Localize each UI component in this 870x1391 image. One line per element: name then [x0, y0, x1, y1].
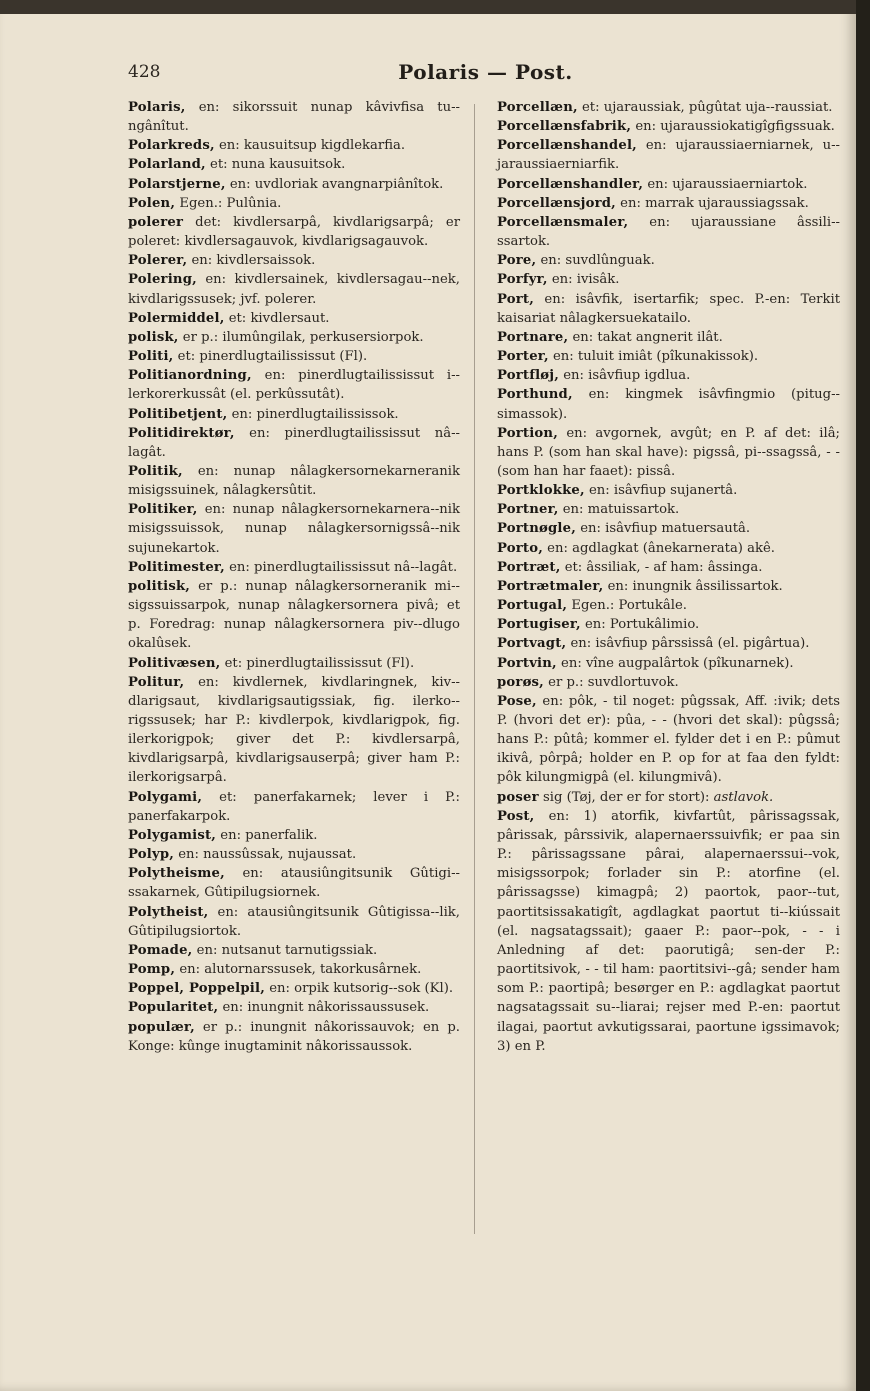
entry-definition: en: isâvfik, isertarfik; spec. P.-en: Terkit kaisariat nâlagkersuekatailo. — [497, 291, 840, 326]
entry-definition: en: atausiûngitsunik Gûtigissa--lik, Gûtipilugsiortok. — [128, 904, 460, 939]
dictionary-entry — [497, 251, 840, 270]
entry-headword: Polygami, — [128, 789, 203, 805]
dictionary-entry — [128, 788, 460, 826]
dictionary-entry — [497, 692, 840, 788]
entry-headword: Politi, — [128, 349, 174, 365]
dictionary-entry — [497, 654, 840, 673]
entry-headword: Portklokke, — [497, 483, 585, 499]
dictionary-entry — [497, 673, 840, 692]
entry-headword: Pomp, — [128, 962, 176, 978]
entry-headword: Portvagt, — [497, 636, 567, 652]
entry-headword: populær, — [128, 1019, 195, 1035]
running-title: Polaris — Post. — [398, 60, 573, 84]
entry-headword: Porcellænsmaler, — [497, 214, 629, 230]
entry-headword: Porcellænshandler, — [497, 176, 644, 192]
dictionary-entry — [128, 462, 460, 500]
dictionary-entry — [128, 136, 460, 155]
dictionary-entry — [128, 1018, 460, 1056]
entry-headword: Portfløj, — [497, 368, 560, 384]
entry-definition: en: vîne augpalârtok (pîkunarnek). — [556, 655, 794, 671]
dictionary-entry — [128, 903, 460, 941]
dictionary-entry — [497, 519, 840, 538]
entry-headword: Polyp, — [128, 847, 175, 863]
entry-definition: en: nutsanut tarnutigssiak. — [192, 942, 378, 958]
entry-headword: Politik, — [128, 463, 183, 479]
entry-definition: en: agdlagkat (ânekarnerata) akê. — [542, 540, 775, 556]
dictionary-entry — [497, 424, 840, 481]
entry-definition: en: pinerdlugtailississut nâ--lagât. — [224, 559, 458, 575]
entry-definition: en: ivisâk. — [547, 272, 620, 288]
entry-definition: et: panerfakarnek; lever i P.: panerfakarpok. — [128, 789, 460, 824]
dictionary-entry — [128, 558, 460, 577]
dictionary-entry — [128, 500, 460, 557]
dictionary-entry — [497, 596, 840, 615]
entry-headword: Politidirektør, — [128, 425, 235, 441]
entry-definition: en: suvdlûnguak. — [536, 253, 655, 269]
entry-headword: politisk, — [128, 578, 191, 594]
entry-definition: et: pinerdlugtailississut (Fl). — [220, 655, 415, 671]
entry-headword: Polarkreds, — [128, 138, 215, 154]
entry-definition: en: pôk, - til noget: pûgssak, Aff. :ivik; dets P. (hvori det er): pûa, - - (hvori det skal): pûgssâ; hans P.: pûtâ; kommer el. fylder det i en P.: pûmut ikivâ, pôrpâ; holder en P. op for at faa den fyldt: pôk kilungmigpâ (el. kilungmivâ). — [497, 693, 840, 786]
dictionary-entry — [128, 251, 460, 270]
column-divider — [474, 104, 475, 1234]
entry-definition: en: alutornarssusek, takorkusârnek. — [175, 962, 422, 978]
dictionary-entry — [497, 807, 840, 1056]
entry-definition: en: kivdlernek, kivdlaringnek, kiv--dlarigsaut, kivdlarigsautigssiak, fig. ilerko--rigssusek; har P.: kivdlerpok, kivdlarigpok, fig. ilerkorigpok; giver det P.: kivdlersarpâ, kivdlarigsarpâ, kivdlarigsauserpâ; giver ham P.: ilerkorigsarpâ. — [128, 674, 460, 786]
dictionary-entry — [128, 941, 460, 960]
entry-headword: Portner, — [497, 502, 559, 518]
entry-headword: Politimester, — [128, 559, 225, 575]
entry-headword: Post, — [497, 808, 535, 824]
dictionary-entry — [497, 194, 840, 213]
entry-headword: Porto, — [497, 540, 543, 556]
entry-definition: en: 1) atorfik, kivfartût, pârissagssak, pârissak, pârssivik, alapernaerssuivfik; er paa sin P.: pârissagssane pârai, alapernaerssui--vok, misigssorpok; forlader sin P.: atorfine (el. pârissagsse) kimagpâ; 2) paortok, paor--tut, paortitsissakatigît, agdlagkat paortut ti--kiússait (el. nagsatagssait); gaaer P.: paor--pok, - - i Anledning af det: paorutigâ; sen-der P.: paortitsivok, - - til ham: paortitsivi--gâ; sender ham som P.: paortipâ; besørger en P.: agdlagkat paortut nagsatagssait su--liarai; rejser med P.-en: paortut ilagai, paortut avkutigssarai, paortune igssimavok; 3) en P. — [497, 808, 840, 1054]
entry-definition: en: kausuitsup kigdlekarfia. — [214, 138, 406, 154]
dictionary-entry — [128, 194, 460, 213]
entry-headword: Poppel, Poppelpil, — [128, 981, 266, 997]
entry-definition: en: naussûssak, nujaussat. — [174, 847, 357, 863]
page-number: 428 — [128, 62, 161, 82]
entry-definition: en: kingmek isâvfingmio (pitug--simassok). — [497, 387, 840, 422]
entry-headword: Porcellænsfabrik, — [497, 119, 632, 135]
dictionary-entry — [497, 270, 840, 289]
dictionary-entry — [128, 673, 460, 788]
entry-definition: en: Portukâlimio. — [580, 617, 700, 633]
dictionary-entry — [128, 347, 460, 366]
right-column — [497, 98, 840, 1056]
dictionary-entry — [497, 615, 840, 634]
entry-headword: Polytheisme, — [128, 866, 225, 882]
dictionary-entry — [128, 845, 460, 864]
entry-definition: en: ujaraussiaerniartok. — [643, 176, 808, 192]
dictionary-entry — [497, 175, 840, 194]
entry-headword: Portugiser, — [497, 617, 581, 633]
dictionary-entry — [128, 654, 460, 673]
entry-headword: Polygamist, — [128, 827, 217, 843]
dictionary-entry — [128, 213, 460, 251]
entry-definition: Egen.: Portukâle. — [567, 598, 687, 614]
entry-headword: Portvin, — [497, 655, 557, 671]
entry-headword: Pose, — [497, 693, 537, 709]
dictionary-entry — [497, 577, 840, 596]
entry-definition: en: sikorssuit nunap kâvivfisa tu--ngânîtut. — [128, 100, 460, 135]
dictionary-entry — [128, 979, 460, 998]
dictionary-entry — [128, 405, 460, 424]
entry-definition: er p.: ilumûngilak, perkusersiorpok. — [178, 329, 424, 345]
left-column — [128, 98, 460, 1056]
entry-headword: Politibetjent, — [128, 406, 228, 422]
entry-definition: en: avgornek, avgût; en P. af det: ilâ; hans P. (som han skal have): pigssâ, pi--ssagssâ, - - (som han har faaet): pissâ. — [497, 425, 840, 479]
dictionary-entry — [128, 998, 460, 1017]
entry-definition: er p.: inungnit nâkorissauvok; en p. Konge: kûnge inugtaminit nâkorissaussok. — [128, 1019, 460, 1054]
dictionary-entry — [128, 309, 460, 328]
entry-headword: poser — [497, 789, 539, 805]
entry-headword: Polaris, — [128, 100, 186, 115]
entry-definition: en: pinerdlugtailississut i--lerkorerkussât (el. perkûssutât). — [128, 368, 460, 403]
entry-definition: en: ujaraussiane âssili--ssartok. — [497, 214, 840, 250]
entry-definition: en: matuissartok. — [558, 502, 680, 518]
entry-definition: en: nunap nâlagkersornekarneranik misigssuinek, nâlagkersûtit. — [128, 463, 460, 499]
entry-headword: Polen, — [128, 195, 176, 211]
entry-definition: en: takat angnerit ilât. — [568, 329, 723, 345]
entry-definition: en: tuluit imiât (pîkunakissok). — [548, 349, 759, 365]
entry-headword: Politiker, — [128, 502, 198, 518]
entry-definition: en: pinerdlugtailississok. — [227, 406, 399, 422]
dictionary-entry — [497, 136, 840, 174]
entry-headword: Polytheist, — [128, 904, 209, 920]
entry-definition: en: ujaraussiaerniarnek, u--jaraussiaerniarfik. — [497, 138, 840, 173]
dictionary-entry — [497, 117, 840, 136]
page-header — [128, 56, 843, 92]
dictionary-entry — [497, 481, 840, 500]
entry-definition: Egen.: Pulûnia. — [175, 195, 282, 211]
entry-definition: en: isâvfiup matuersautâ. — [576, 521, 751, 537]
entry-headword: Porthund, — [497, 387, 573, 403]
entry-headword: Polering, — [128, 272, 197, 288]
entry-definition: er p.: suvdlortuvok. — [543, 674, 679, 690]
entry-headword: Porcellænsjord, — [497, 195, 616, 211]
dictionary-entry — [497, 634, 840, 653]
dictionary-entry — [128, 864, 460, 902]
scan-right-border — [856, 0, 870, 1391]
entry-headword: porøs, — [497, 674, 544, 690]
entry-definition: et: pinerdlugtailississut (Fl). — [173, 349, 368, 365]
entry-definition: en: isâvfiup igdlua. — [559, 368, 691, 384]
entry-definition: en: marrak ujaraussiagssak. — [615, 195, 809, 211]
dictionary-entry — [128, 98, 460, 136]
entry-definition: en: atausiûngitsunik Gûtigi--ssakarnek, Gûtipilugsiornek. — [128, 866, 460, 901]
entry-headword: Popularitet, — [128, 1000, 219, 1016]
dictionary-entry — [128, 270, 460, 308]
dictionary-entry — [128, 424, 460, 462]
entry-headword: Politivæsen, — [128, 655, 221, 671]
entry-definition: en: inungnik âssilissartok. — [603, 578, 783, 594]
entry-headword: Politianordning, — [128, 368, 252, 384]
entry-definition: en: ujaraussiokatigîgfigssuak. — [631, 119, 835, 135]
dictionary-entry — [128, 155, 460, 174]
entry-definition: en: orpik kutsorig--sok (Kl). — [265, 981, 454, 997]
entry-definition: en: isâvfiup pârssissâ (el. pigârtua). — [566, 636, 810, 652]
entry-definition: en: nunap nâlagkersornekarnera--nik misigssuissok, nunap nâlagkersornigssâ--nik sujunekartok. — [128, 502, 460, 556]
entry-headword: Portrætmaler, — [497, 578, 604, 594]
entry-definition: en: panerfalik. — [216, 827, 318, 843]
dictionary-entry — [497, 366, 840, 385]
dictionary-entry — [128, 577, 460, 654]
entry-definition: en: isâvfiup sujanertâ. — [584, 483, 738, 499]
dictionary-entry — [497, 539, 840, 558]
entry-definition: det: kivdlersarpâ, kivdlarigsarpâ; er poleret: kivdlersagauvok, kivdlarigsagauvok. — [128, 214, 460, 250]
entry-headword: polisk, — [128, 329, 179, 345]
entry-definition: en: kivdlersaissok. — [187, 253, 316, 269]
entry-headword: Polerer, — [128, 253, 188, 269]
dictionary-entry — [128, 328, 460, 347]
entry-headword: Polarstjerne, — [128, 176, 226, 192]
entry-headword: Polarland, — [128, 157, 206, 173]
entry-headword: Portugal, — [497, 598, 568, 614]
dictionary-entry — [497, 788, 840, 807]
entry-definition: er p.: nunap nâlagkersorneranik mi--sigssuissarpok, nunap nâlagkersornera pivâ; et p. Foredrag: nunap nâlagkersornera piv--dlugo okalûsek. — [128, 578, 460, 652]
entry-headword: Politur, — [128, 674, 185, 690]
dictionary-entry — [497, 558, 840, 577]
entry-definition: en: pinerdlugtailississut nâ--lagât. — [128, 425, 460, 460]
entry-headword: Porfyr, — [497, 272, 548, 288]
entry-headword: Porter, — [497, 349, 549, 365]
dictionary-entry — [497, 347, 840, 366]
entry-headword: Portræt, — [497, 559, 561, 575]
entry-definition: et: ujaraussiak, pûgûtat uja--raussiat. — [577, 100, 833, 115]
entry-headword: Port, — [497, 291, 534, 307]
scan-top-border — [0, 0, 870, 14]
entry-definition: en: inungnit nâkorissaussusek. — [218, 1000, 430, 1016]
entry-headword: Portnøgle, — [497, 521, 576, 537]
entry-definition: et: nuna kausuitsok. — [205, 157, 346, 173]
entry-definition: sig (Tøj, der er for stort): — [538, 789, 714, 805]
dictionary-entry — [497, 385, 840, 423]
entry-headword: Porcellænshandel, — [497, 138, 637, 154]
entry-headword: Portion, — [497, 425, 558, 441]
dictionary-entry — [497, 328, 840, 347]
entry-headword: polerer — [128, 214, 184, 230]
entry-italic-gloss: astlavok. — [713, 789, 774, 805]
entry-definition: en: uvdloriak avangnarpiânîtok. — [225, 176, 444, 192]
entry-definition: et: âssiliak, - af ham: âssinga. — [560, 559, 763, 575]
entry-headword: Polermiddel, — [128, 310, 225, 326]
dictionary-entry — [128, 960, 460, 979]
entry-headword: Pore, — [497, 253, 537, 269]
dictionary-entry — [497, 213, 840, 251]
entry-headword: Porcellæn, — [497, 100, 578, 115]
entry-headword: Portnare, — [497, 329, 569, 345]
dictionary-entry — [497, 500, 840, 519]
dictionary-entry — [128, 366, 460, 404]
entry-definition: en: kivdlersainek, kivdlersagau--nek, kivdlarigssusek; jvf. polerer. — [128, 272, 460, 307]
dictionary-entry — [128, 175, 460, 194]
entry-definition: et: kivdlersaut. — [224, 310, 330, 326]
dictionary-entry — [497, 98, 840, 117]
dictionary-entry — [128, 826, 460, 845]
dictionary-entry — [497, 290, 840, 328]
entry-headword: Pomade, — [128, 942, 193, 958]
